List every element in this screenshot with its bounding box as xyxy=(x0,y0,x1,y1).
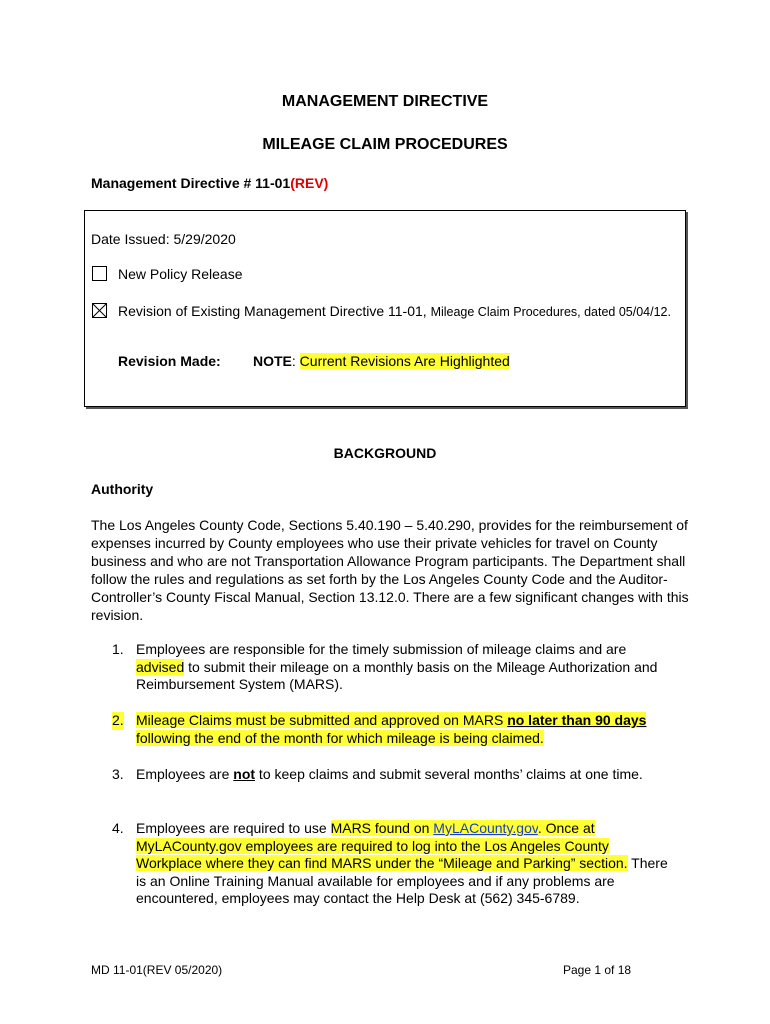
revision-made-label: Revision Made: xyxy=(118,353,221,369)
authority-paragraph: The Los Angeles County Code, Sections 5.40.190 – 5.40.290, provides for the reimbursement of expenses incurred by County employees who use their private vehicles for travel on County business and who are not Transportation Allowance Program participants. The Department shall follow the rules and regulations as set forth by the Los Angeles County Code and the Auditor-Controller’s County Fiscal Manual, Section 13.12.0. There are a few significant changes with this revision. xyxy=(91,517,689,623)
document-title: MANAGEMENT DIRECTIVE xyxy=(281,93,489,110)
list-item-highlight: advised xyxy=(136,658,185,675)
new-policy-label: New Policy Release xyxy=(118,266,243,282)
list-item-text xyxy=(136,820,676,908)
list-item-emphasis: not xyxy=(233,766,256,782)
note-text: Current Revisions Are Highlighted xyxy=(299,353,510,369)
revision-checkbox[interactable] xyxy=(92,303,107,318)
directive-prefix: Management Directive # 11-01 xyxy=(91,175,291,191)
list-item-number: 1. xyxy=(112,641,124,657)
background-heading: BACKGROUND xyxy=(333,445,437,461)
list-item-number: 4. xyxy=(112,820,124,836)
checkbox-x-icon xyxy=(93,304,106,317)
new-policy-checkbox[interactable] xyxy=(92,266,107,281)
list-item-text xyxy=(136,766,676,784)
revision-label xyxy=(118,303,673,321)
revision-label-main: Revision of Existing Management Directive 11-01, xyxy=(118,303,431,319)
list-item-highlight: following the end of the month for which mileage is being claimed. xyxy=(136,729,544,746)
list-item-text-part: Employees are required to use xyxy=(136,820,331,836)
note-sep: : xyxy=(291,353,300,369)
list-item-highlight: . Once at MyLACounty.gov employees are required to log into the Los Angeles County Workplace where they can find MARS under the “Mileage and Parking” section. xyxy=(136,820,628,871)
list-item-text-part: Employees are responsible for the timely submission of mileage claims and are xyxy=(136,641,627,657)
list-item-text-part: to submit their mileage on a monthly basis on the Mileage Authorization and Reimbursement System (MARS). xyxy=(136,658,658,692)
list-item-highlight: MARS found on xyxy=(330,820,434,836)
directive-rev: (REV) xyxy=(290,175,329,191)
list-item-text xyxy=(136,712,676,747)
footer-document-id: MD 11-01(REV 05/2020) xyxy=(91,963,223,977)
list-item-emphasis: no later than 90 days xyxy=(507,712,647,728)
list-item-text-part: There is an Online Training Manual available for employees and if any problems are encountered, employees may contact the Help Desk at (562) 345-6789. xyxy=(136,855,668,906)
revision-label-small: Mileage Claim Procedures, dated 05/04/12. xyxy=(430,305,671,319)
mylacounty-link[interactable]: MyLACounty.gov xyxy=(433,820,538,836)
note xyxy=(253,353,510,369)
document-subtitle: MILEAGE CLAIM PROCEDURES xyxy=(262,136,508,153)
list-item-text-part: Employees are xyxy=(136,766,234,782)
list-item-text xyxy=(136,641,676,694)
list-item-highlight: Mileage Claims must be submitted and approved on MARS xyxy=(136,712,508,728)
list-item-number: 2. xyxy=(112,712,124,728)
footer-page-number: Page 1 of 18 xyxy=(563,963,632,977)
directive-number xyxy=(91,175,328,191)
authority-heading: Authority xyxy=(91,481,154,497)
date-issued: Date Issued: 5/29/2020 xyxy=(91,231,236,247)
list-item-number: 3. xyxy=(112,766,124,782)
note-label: NOTE xyxy=(253,353,292,369)
list-item-text-part: to keep claims and submit several months’ claims at one time. xyxy=(255,766,643,782)
